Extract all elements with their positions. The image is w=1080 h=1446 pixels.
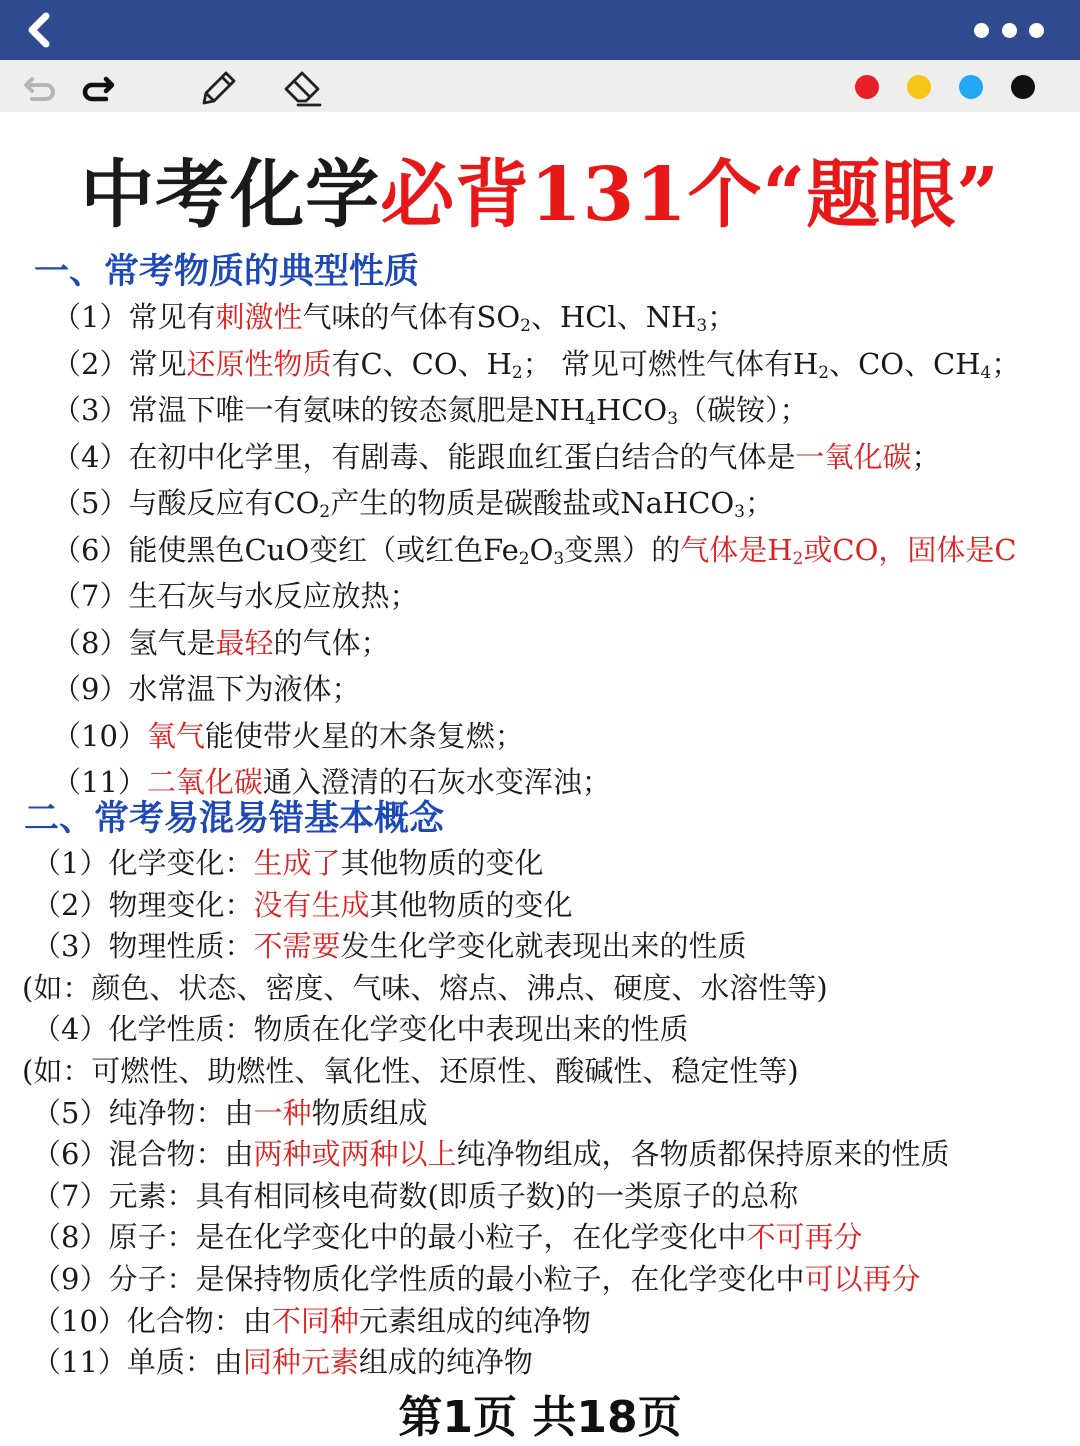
color-yellow-button[interactable] [907,75,931,99]
item-text: HCO [595,393,668,427]
item-text: 其他物质的变化 [340,846,544,880]
section2-item [32,927,746,965]
highlight-text: 一氧化碳 [795,439,912,474]
item-text: ； [707,300,737,334]
item-text: 能使带火星的木条复燃； [204,718,524,753]
section1-item [52,484,774,531]
item-text: 产生的物质是碳酸盐或NaHCO [330,486,735,520]
section1-item [52,624,389,662]
item-text: （11） [52,765,147,799]
more-options-button[interactable] [974,18,1044,42]
item-text: (如：颜色、状态、密度、气味、熔点、沸点、硬度、水溶性等) [22,970,828,1005]
section2-item [32,1177,798,1215]
item-text: 3 [734,502,745,522]
section2-item [32,1010,688,1048]
item-text: （9）分子：是保持物质化学性质的最小粒子，在化学变化中 [32,1262,805,1296]
highlight-text: 不需要 [253,929,341,964]
item-text: （6）混合物：由 [32,1137,254,1172]
highlight-text: 或CO，固体是C [803,532,1017,567]
pencil-icon [196,65,240,109]
item-text: 2 [518,548,530,569]
section2-item [32,1094,427,1132]
more-dots-icon [974,23,989,38]
section2-item [32,1135,949,1173]
highlight-text: 刺激性 [215,300,303,334]
item-text: （2）物理变化： [32,887,254,922]
item-text: （1）常见有 [52,300,216,334]
item-text: 气味的气体有SO [302,300,521,334]
highlight-text: 氧气 [146,718,205,753]
item-text: 4 [980,362,992,383]
undo-icon [18,65,62,109]
item-text: 2 [818,362,830,383]
item-text: 2 [319,502,331,522]
item-text: （2）常见 [52,346,187,381]
section1-item [52,670,360,708]
item-text: （1）化学变化： [32,846,254,880]
section1-heading: 一、常考物质的典型性质 [34,251,420,292]
redo-button[interactable] [76,65,120,109]
page-title [0,150,1080,240]
highlight-text: 同种元素 [242,1345,359,1380]
item-text: 其他物质的变化 [369,887,573,922]
section2-item [32,1260,920,1298]
section2-heading: 二、常考易混易错基本概念 [24,798,445,839]
item-text: 2 [520,316,531,336]
highlight-text: 气体是H [680,532,793,567]
item-text: （碳铵）； [678,393,809,427]
item-text: （11）单质：由 [32,1345,243,1380]
section1-item [52,717,524,755]
item-text: 通入澄清的石灰水变浑浊； [262,765,611,799]
item-text: （8）氢气是 [52,625,216,660]
item-text: 纯净物组成，各物质都保持原来的性质 [456,1137,950,1172]
section1-item [52,345,1020,392]
item-text: （6）能使黑色CuO变红（或红色Fe [52,532,519,567]
highlight-text: 一种 [253,1095,312,1130]
item-text: ； [991,346,1021,381]
item-text: 3 [553,548,565,569]
section1-item [52,438,940,476]
item-text: ； 常见可燃性气体有H [522,346,819,381]
item-text: （5）与酸反应有CO [52,486,320,520]
item-text: （4）化学性质：物质在化学变化中表现出来的性质 [32,1012,689,1047]
item-text: 元素组成的纯净物 [358,1303,591,1338]
item-text: 3 [696,316,708,336]
item-text: 4 [585,409,596,429]
item-text: （7）生石灰与水反应放热； [52,579,419,613]
chevron-left-icon [14,6,62,54]
item-text: （10）化合物：由 [32,1303,272,1338]
page-indicator: 第1页 共18页 [398,1392,682,1443]
pencil-button[interactable] [196,65,240,109]
section1-item [52,391,809,438]
undo-button[interactable] [18,65,62,109]
item-text: 发生化学变化就表现出来的性质 [340,929,747,964]
top-nav-bar [0,0,1080,60]
item-text: (如：可燃性、助燃性、氧化性、还原性、酸碱性、稳定性等) [22,1054,799,1088]
section1-item [52,763,611,801]
item-text: （7）元素：具有相同核电荷数(即质子数)的一类原子的总称 [32,1178,799,1213]
item-text: 的气体； [273,625,390,660]
item-text: ； [911,439,941,474]
highlight-text: 没有生成 [253,887,370,922]
highlight-text: 可以再分 [804,1262,921,1296]
highlight-text: 两种或两种以上 [253,1137,457,1172]
item-text: 有C、CO、H [331,346,512,381]
color-blue-button[interactable] [959,75,983,99]
item-text: （3）物理性质： [32,929,254,964]
section2-item [32,1343,533,1381]
item-text: 、HCl、NH [530,300,697,334]
item-text: 3 [667,409,679,429]
title-red: 必背131个“题眼” [380,152,1000,238]
item-text: （3）常温下唯一有氨味的铵态氮肥是NH [52,393,586,427]
section2-item [22,1052,799,1090]
item-text: （9）水常温下为液体； [52,672,361,706]
highlight-text: 还原性物质 [186,346,332,381]
section2-item [32,1302,591,1340]
redo-icon [76,65,120,109]
color-black-button[interactable] [1011,75,1035,99]
highlight-text: 2 [792,548,804,569]
highlight-text: 最轻 [215,625,274,660]
item-text: （4）在初中化学里，有剧毒、能跟血红蛋白结合的气体是 [52,439,796,474]
back-button[interactable] [14,6,62,54]
section1-item [52,298,736,345]
color-red-button[interactable] [855,75,879,99]
item-text: 组成的纯净物 [358,1345,533,1380]
section2-item [32,886,572,924]
eraser-button[interactable] [280,65,324,109]
item-text: （5）纯净物：由 [32,1095,254,1130]
highlight-text: 生成了 [253,846,341,880]
section2-item [32,1218,862,1256]
section2-item [22,969,828,1007]
section2-item [32,844,543,882]
item-text: 2 [511,362,523,383]
title-black: 中考化学 [80,152,381,238]
item-text: O [529,532,554,567]
item-text: （10） [52,718,147,753]
section1-item [52,577,418,615]
item-text: 、CO、CH [829,346,981,381]
highlight-text: 不可再分 [746,1220,863,1255]
item-text: ； [745,486,775,520]
item-text: （8）原子：是在化学变化中的最小粒子，在化学变化中 [32,1220,747,1255]
item-text: 变黑）的 [564,532,681,567]
item-text: 物质组成 [311,1095,428,1130]
section1-item [52,531,1017,578]
highlight-text: 二氧化碳 [146,765,263,799]
eraser-icon [280,65,324,109]
highlight-text: 不同种 [271,1303,359,1338]
